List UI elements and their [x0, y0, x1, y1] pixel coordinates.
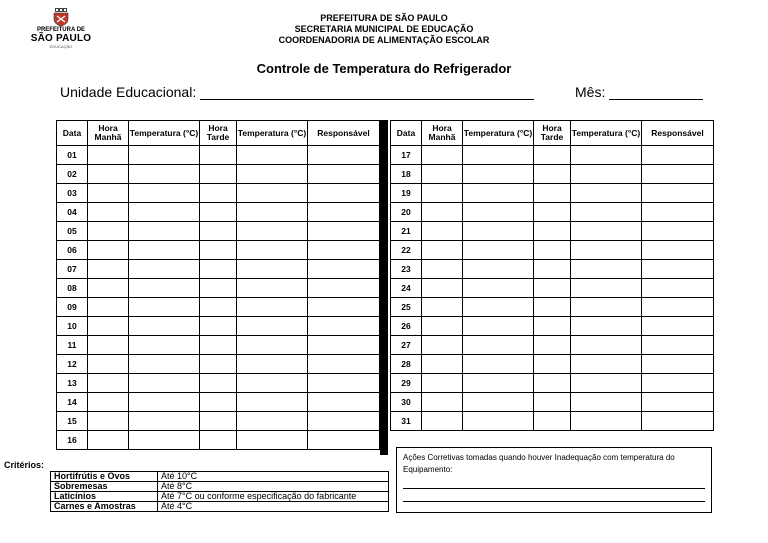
entry-cell[interactable] [308, 279, 380, 298]
entry-cell[interactable] [534, 355, 571, 374]
entry-cell[interactable] [200, 146, 237, 165]
criteria-category: Laticínios [51, 492, 158, 502]
entry-cell[interactable] [571, 184, 642, 203]
entry-cell[interactable] [534, 146, 571, 165]
entry-cell[interactable] [422, 165, 463, 184]
entry-cell[interactable] [422, 222, 463, 241]
table-row [391, 203, 714, 222]
day-cell: 14 [57, 393, 88, 412]
table-row [57, 355, 380, 374]
column-header: Hora Manhã [88, 121, 129, 146]
entry-cell[interactable] [422, 412, 463, 431]
table-row [391, 146, 714, 165]
entry-cell[interactable] [129, 184, 200, 203]
table-row [57, 393, 380, 412]
day-cell: 12 [57, 355, 88, 374]
table-row [391, 165, 714, 184]
criteria-table [50, 471, 389, 512]
table-row [391, 279, 714, 298]
table-row [391, 222, 714, 241]
entry-cell[interactable] [237, 355, 308, 374]
entry-cell[interactable] [129, 298, 200, 317]
table-header-row [57, 121, 380, 146]
table-row [57, 165, 380, 184]
entry-cell[interactable] [88, 317, 129, 336]
corrective-actions-text: Ações Corretivas tomadas quando houver Inadequação com temperatura do Equipamento: [403, 453, 675, 474]
entry-cell[interactable] [422, 298, 463, 317]
entry-cell[interactable] [571, 336, 642, 355]
entry-cell[interactable] [534, 374, 571, 393]
entry-cell[interactable] [237, 222, 308, 241]
entry-cell[interactable] [534, 412, 571, 431]
criteria-limit: Até 8°C [158, 482, 389, 492]
entry-cell[interactable] [308, 336, 380, 355]
column-header: Responsável [308, 121, 380, 146]
day-cell: 16 [57, 431, 88, 450]
entry-cell[interactable] [308, 260, 380, 279]
entry-cell[interactable] [88, 355, 129, 374]
entry-cell[interactable] [237, 374, 308, 393]
entry-cell[interactable] [534, 279, 571, 298]
entry-cell[interactable] [88, 165, 129, 184]
entry-cell[interactable] [463, 393, 534, 412]
entry-cell[interactable] [308, 184, 380, 203]
table-row [391, 260, 714, 279]
entry-cell[interactable] [88, 393, 129, 412]
unit-label: Unidade Educacional: [60, 84, 197, 100]
entry-cell[interactable] [88, 374, 129, 393]
criteria-category: Carnes e Amostras [51, 502, 158, 512]
entry-cell[interactable] [642, 222, 714, 241]
entry-cell[interactable] [534, 222, 571, 241]
entry-cell[interactable] [129, 241, 200, 260]
day-cell: 19 [391, 184, 422, 203]
entry-cell[interactable] [237, 165, 308, 184]
entry-cell[interactable] [237, 260, 308, 279]
entry-cell[interactable] [237, 203, 308, 222]
entry-cell[interactable] [534, 336, 571, 355]
unit-field [60, 84, 534, 100]
column-header: Temperatura (°C) [129, 121, 200, 146]
table-row [391, 393, 714, 412]
entry-cell[interactable] [642, 336, 714, 355]
entry-cell[interactable] [422, 146, 463, 165]
entry-cell[interactable] [308, 431, 380, 450]
entry-cell[interactable] [463, 260, 534, 279]
table-row [391, 184, 714, 203]
entry-cell[interactable] [129, 336, 200, 355]
entry-cell[interactable] [571, 241, 642, 260]
entry-cell[interactable] [642, 165, 714, 184]
criteria-limit: Até 4°C [158, 502, 389, 512]
entry-cell[interactable] [642, 317, 714, 336]
entry-cell[interactable] [237, 317, 308, 336]
entry-cell[interactable] [88, 222, 129, 241]
day-cell: 26 [391, 317, 422, 336]
entry-cell[interactable] [88, 279, 129, 298]
entry-cell[interactable] [88, 184, 129, 203]
entry-cell[interactable] [422, 241, 463, 260]
column-header: Temperatura (°C) [237, 121, 308, 146]
entry-cell[interactable] [571, 317, 642, 336]
entry-cell[interactable] [571, 412, 642, 431]
day-cell: 06 [57, 241, 88, 260]
day-cell: 05 [57, 222, 88, 241]
logo-text-line1: PREFEITURA DE [36, 27, 86, 33]
entry-cell[interactable] [88, 336, 129, 355]
entry-cell[interactable] [571, 165, 642, 184]
document-header [230, 13, 538, 46]
header-line-2: SECRETARIA MUNICIPAL DE EDUCAÇÃO [294, 24, 474, 34]
entry-cell[interactable] [422, 279, 463, 298]
entry-cell[interactable] [129, 222, 200, 241]
entry-cell[interactable] [308, 298, 380, 317]
month-field [575, 84, 703, 100]
table-row [391, 355, 714, 374]
table-row [57, 317, 380, 336]
entry-cell[interactable] [88, 298, 129, 317]
column-header: Hora Tarde [534, 121, 571, 146]
entry-cell[interactable] [534, 203, 571, 222]
entry-cell[interactable] [308, 412, 380, 431]
day-cell: 11 [57, 336, 88, 355]
entry-cell[interactable] [534, 298, 571, 317]
entry-cell[interactable] [237, 241, 308, 260]
day-cell: 15 [57, 412, 88, 431]
entry-cell[interactable] [129, 431, 200, 450]
table-row [57, 184, 380, 203]
entry-cell[interactable] [88, 260, 129, 279]
criteria-limit: Até 10°C [158, 472, 389, 482]
entry-cell[interactable] [463, 241, 534, 260]
criteria-row [51, 482, 389, 492]
entry-cell[interactable] [237, 298, 308, 317]
day-cell: 28 [391, 355, 422, 374]
table-row [391, 336, 714, 355]
entry-cell[interactable] [642, 355, 714, 374]
day-cell: 23 [391, 260, 422, 279]
city-crest-icon [53, 8, 69, 26]
day-cell: 30 [391, 393, 422, 412]
entry-cell[interactable] [200, 279, 237, 298]
entry-cell[interactable] [129, 317, 200, 336]
entry-cell[interactable] [308, 355, 380, 374]
entry-cell[interactable] [200, 298, 237, 317]
table-row [57, 241, 380, 260]
entry-cell[interactable] [463, 165, 534, 184]
entry-cell[interactable] [534, 317, 571, 336]
day-cell: 24 [391, 279, 422, 298]
criteria-limit: Até 7°C ou conforme especificação do fabricante [158, 492, 389, 502]
entry-cell[interactable] [534, 184, 571, 203]
entry-cell[interactable] [571, 203, 642, 222]
entry-cell[interactable] [237, 279, 308, 298]
table-row [391, 317, 714, 336]
entry-cell[interactable] [308, 222, 380, 241]
column-header: Hora Manhã [422, 121, 463, 146]
entry-cell[interactable] [200, 374, 237, 393]
entry-cell[interactable] [88, 203, 129, 222]
day-cell: 20 [391, 203, 422, 222]
entry-cell[interactable] [422, 393, 463, 412]
table-row [57, 412, 380, 431]
entry-cell[interactable] [463, 355, 534, 374]
page-title: Controle de Temperatura do Refrigerador [256, 61, 512, 76]
column-header: Responsável [642, 121, 714, 146]
day-cell: 02 [57, 165, 88, 184]
city-logo [30, 8, 92, 54]
entry-cell[interactable] [642, 184, 714, 203]
column-header: Temperatura (°C) [571, 121, 642, 146]
temperature-table-left [56, 120, 380, 450]
entry-cell[interactable] [200, 184, 237, 203]
entry-cell[interactable] [308, 374, 380, 393]
entry-cell[interactable] [129, 146, 200, 165]
entry-cell[interactable] [642, 412, 714, 431]
entry-cell[interactable] [237, 184, 308, 203]
day-cell: 21 [391, 222, 422, 241]
day-cell: 18 [391, 165, 422, 184]
entry-cell[interactable] [571, 146, 642, 165]
entry-cell[interactable] [200, 222, 237, 241]
entry-cell[interactable] [463, 317, 534, 336]
entry-cell[interactable] [129, 203, 200, 222]
day-cell: 27 [391, 336, 422, 355]
header-line-3: COORDENADORIA DE ALIMENTAÇÃO ESCOLAR [278, 35, 490, 45]
entry-cell[interactable] [129, 165, 200, 184]
criteria-row [51, 472, 389, 482]
entry-cell[interactable] [642, 374, 714, 393]
entry-cell[interactable] [422, 260, 463, 279]
entry-cell[interactable] [571, 260, 642, 279]
entry-cell[interactable] [308, 165, 380, 184]
entry-cell[interactable] [200, 317, 237, 336]
corrective-actions-box [396, 447, 712, 513]
entry-cell[interactable] [200, 412, 237, 431]
entry-cell[interactable] [463, 336, 534, 355]
entry-cell[interactable] [88, 146, 129, 165]
entry-cell[interactable] [200, 203, 237, 222]
entry-cell[interactable] [422, 374, 463, 393]
entry-cell[interactable] [200, 336, 237, 355]
entry-cell[interactable] [237, 412, 308, 431]
corrective-actions-line [403, 478, 705, 489]
entry-cell[interactable] [237, 431, 308, 450]
entry-cell[interactable] [642, 298, 714, 317]
entry-cell[interactable] [642, 393, 714, 412]
table-row [57, 374, 380, 393]
table-row [57, 336, 380, 355]
entry-cell[interactable] [642, 279, 714, 298]
entry-cell[interactable] [463, 222, 534, 241]
entry-cell[interactable] [422, 355, 463, 374]
entry-cell[interactable] [129, 279, 200, 298]
entry-cell[interactable] [534, 165, 571, 184]
column-header: Temperatura (°C) [463, 121, 534, 146]
entry-cell[interactable] [308, 317, 380, 336]
entry-cell[interactable] [200, 241, 237, 260]
day-cell: 17 [391, 146, 422, 165]
criteria-category: Sobremesas [51, 482, 158, 492]
day-cell: 13 [57, 374, 88, 393]
entry-cell[interactable] [200, 165, 237, 184]
entry-cell[interactable] [534, 393, 571, 412]
entry-cell[interactable] [88, 431, 129, 450]
table-row [57, 431, 380, 450]
month-blank-line [609, 85, 703, 100]
entry-cell[interactable] [422, 336, 463, 355]
entry-cell[interactable] [129, 355, 200, 374]
entry-cell[interactable] [237, 393, 308, 412]
entry-cell[interactable] [642, 260, 714, 279]
table-row [57, 260, 380, 279]
logo-text-line3: EDUCAÇÃO [49, 44, 73, 49]
entry-cell[interactable] [463, 146, 534, 165]
entry-cell[interactable] [129, 412, 200, 431]
day-cell: 03 [57, 184, 88, 203]
day-cell: 31 [391, 412, 422, 431]
entry-cell[interactable] [463, 279, 534, 298]
day-cell: 07 [57, 260, 88, 279]
entry-cell[interactable] [422, 184, 463, 203]
table-divider [380, 120, 388, 455]
entry-cell[interactable] [422, 317, 463, 336]
entry-cell[interactable] [88, 241, 129, 260]
entry-cell[interactable] [200, 393, 237, 412]
entry-cell[interactable] [88, 412, 129, 431]
table-row [57, 146, 380, 165]
day-cell: 01 [57, 146, 88, 165]
table-row [391, 374, 714, 393]
temperature-table-right [390, 120, 714, 431]
entry-cell[interactable] [463, 184, 534, 203]
entry-cell[interactable] [534, 260, 571, 279]
entry-cell[interactable] [463, 374, 534, 393]
entry-cell[interactable] [642, 146, 714, 165]
table-header-row [391, 121, 714, 146]
entry-cell[interactable] [463, 412, 534, 431]
entry-cell[interactable] [129, 374, 200, 393]
table-row [57, 203, 380, 222]
logo-text-line2: SÃO PAULO [30, 33, 92, 44]
entry-cell[interactable] [200, 355, 237, 374]
day-cell: 10 [57, 317, 88, 336]
entry-cell[interactable] [571, 374, 642, 393]
criteria-category: Hortifrútis e Ovos [51, 472, 158, 482]
entry-cell[interactable] [571, 393, 642, 412]
entry-cell[interactable] [571, 355, 642, 374]
entry-cell[interactable] [308, 241, 380, 260]
entry-cell[interactable] [571, 279, 642, 298]
table-row [57, 279, 380, 298]
entry-cell[interactable] [422, 203, 463, 222]
entry-cell[interactable] [571, 222, 642, 241]
entry-cell[interactable] [200, 260, 237, 279]
criteria-label: Critérios: [4, 460, 45, 470]
entry-cell[interactable] [308, 203, 380, 222]
entry-cell[interactable] [200, 431, 237, 450]
day-cell: 29 [391, 374, 422, 393]
entry-cell[interactable] [308, 146, 380, 165]
entry-cell[interactable] [463, 298, 534, 317]
entry-cell[interactable] [237, 146, 308, 165]
unit-blank-line [200, 85, 534, 100]
day-cell: 25 [391, 298, 422, 317]
table-row [57, 222, 380, 241]
column-header: Data [57, 121, 88, 146]
day-cell: 09 [57, 298, 88, 317]
entry-cell[interactable] [129, 393, 200, 412]
day-cell: 22 [391, 241, 422, 260]
entry-cell[interactable] [237, 336, 308, 355]
month-label: Mês: [575, 84, 606, 100]
criteria-row [51, 502, 389, 512]
day-cell: 04 [57, 203, 88, 222]
entry-cell[interactable] [571, 298, 642, 317]
entry-cell[interactable] [463, 203, 534, 222]
entry-cell[interactable] [129, 260, 200, 279]
entry-cell[interactable] [534, 241, 571, 260]
day-cell: 08 [57, 279, 88, 298]
criteria-row [51, 492, 389, 502]
column-header: Data [391, 121, 422, 146]
table-row [391, 412, 714, 431]
table-row [57, 298, 380, 317]
column-header: Hora Tarde [200, 121, 237, 146]
entry-cell[interactable] [642, 203, 714, 222]
entry-cell[interactable] [642, 241, 714, 260]
table-row [391, 241, 714, 260]
corrective-actions-line [403, 491, 705, 502]
table-row [391, 298, 714, 317]
header-line-1: PREFEITURA DE SÃO PAULO [320, 13, 448, 23]
entry-cell[interactable] [308, 393, 380, 412]
